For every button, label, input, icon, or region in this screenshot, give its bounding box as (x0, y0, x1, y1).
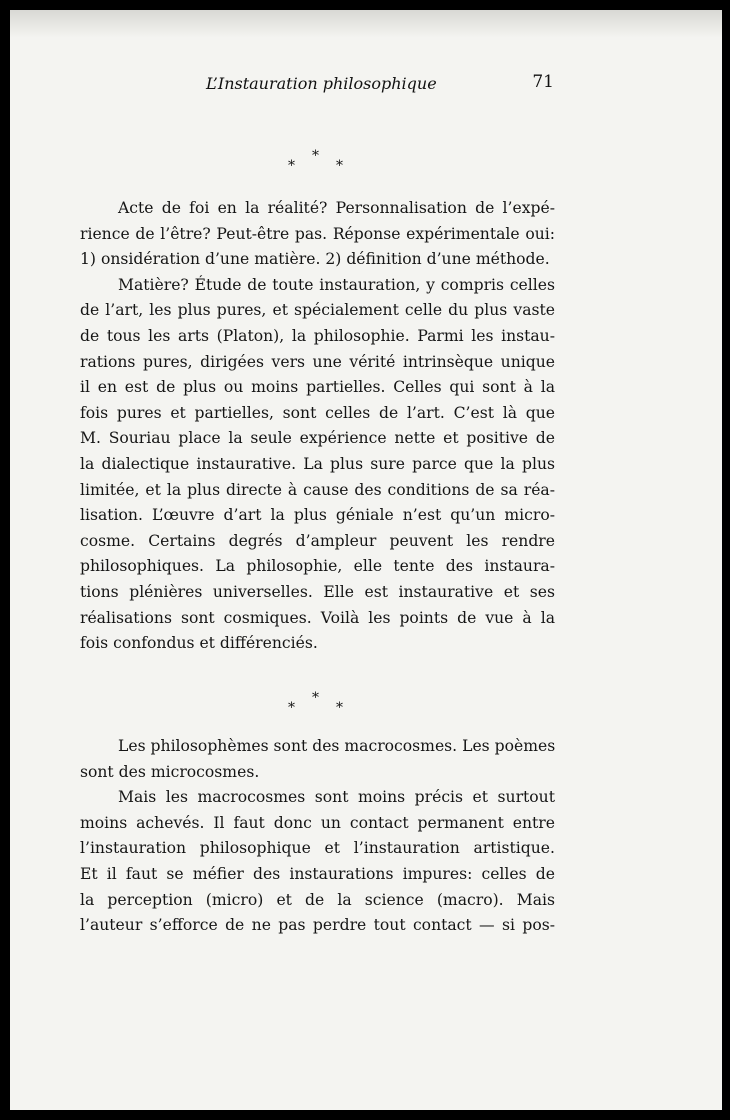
text-line: fois pures et partielles, sont celles de l’art. C’est là que (80, 403, 555, 422)
text-line: rations pures, dirigées vers une vérité intrinsèque unique (80, 352, 555, 371)
text-line: lisation. L’œuvre d’art la plus géniale n’est qu’un micro- (80, 506, 555, 525)
text-line: Matière? Étude de toute instauration, y compris celles (118, 275, 555, 294)
separator-star: * (288, 158, 295, 174)
section-separator-2 (288, 690, 348, 714)
text-line: l’instauration philosophique et l’instauration artistique. (80, 839, 555, 858)
text-line: fois confondus et différenciés. (80, 634, 318, 653)
text-line: réalisations sont cosmiques. Voilà les points de vue à la (80, 608, 555, 627)
section-separator-1 (288, 148, 348, 172)
text-line: de l’art, les plus pures, et spécialement celle du plus vaste (80, 301, 555, 320)
separator-star: * (336, 700, 343, 716)
page-top-shadow (10, 10, 722, 38)
text-line: la perception (micro) et de la science (macro). Mais (80, 890, 555, 909)
text-line: rience de l’être? Peut-être pas. Réponse expérimentale oui: (80, 224, 555, 243)
text-line: philosophiques. La philosophie, elle tente des instaura- (80, 557, 555, 576)
separator-star: * (336, 158, 343, 174)
text-line: moins achevés. Il faut donc un contact permanent entre (80, 813, 555, 832)
section-1-text (80, 196, 555, 657)
running-title: L’Instauration philosophique (206, 74, 437, 93)
paragraph (80, 734, 555, 785)
text-line: Les philosophèmes sont des macrocosmes. Les poèmes (118, 737, 556, 755)
paragraph (80, 273, 555, 657)
text-line: sont des microcosmes. (80, 762, 260, 781)
separator-star: * (312, 690, 319, 706)
text-line: de tous les arts (Platon), la philosophie. Parmi les instau- (80, 326, 555, 345)
separator-star: * (288, 700, 295, 716)
section-2-text (80, 734, 555, 939)
text-line: la dialectique instaurative. La plus sure parce que la plus (80, 454, 555, 473)
page-number: 71 (532, 72, 554, 92)
text-line: Mais les macrocosmes sont moins précis et surtout (118, 788, 555, 807)
paragraph (80, 196, 555, 273)
text-line: tions plénières universelles. Elle est instaurative et ses (80, 582, 555, 601)
separator-star: * (312, 148, 319, 164)
text-line: 1) onsidération d’une matière. 2) définition d’une méthode. (80, 250, 550, 269)
text-line: cosme. Certains degrés d’ampleur peuvent les rendre (80, 531, 555, 550)
text-line: il en est de plus ou moins partielles. Celles qui sont à la (80, 378, 555, 397)
paragraph (80, 785, 555, 939)
text-line: M. Souriau place la seule expérience nette et positive de (80, 429, 555, 448)
text-line: Acte de foi en la réalité? Personnalisation de l’expé- (118, 199, 555, 217)
text-line: l’auteur s’efforce de ne pas perdre tout contact — si pos- (80, 916, 555, 935)
text-line: limitée, et la plus directe à cause des conditions de sa réa- (80, 480, 555, 499)
text-line: Et il faut se méfier des instaurations impures: celles de (80, 864, 555, 883)
